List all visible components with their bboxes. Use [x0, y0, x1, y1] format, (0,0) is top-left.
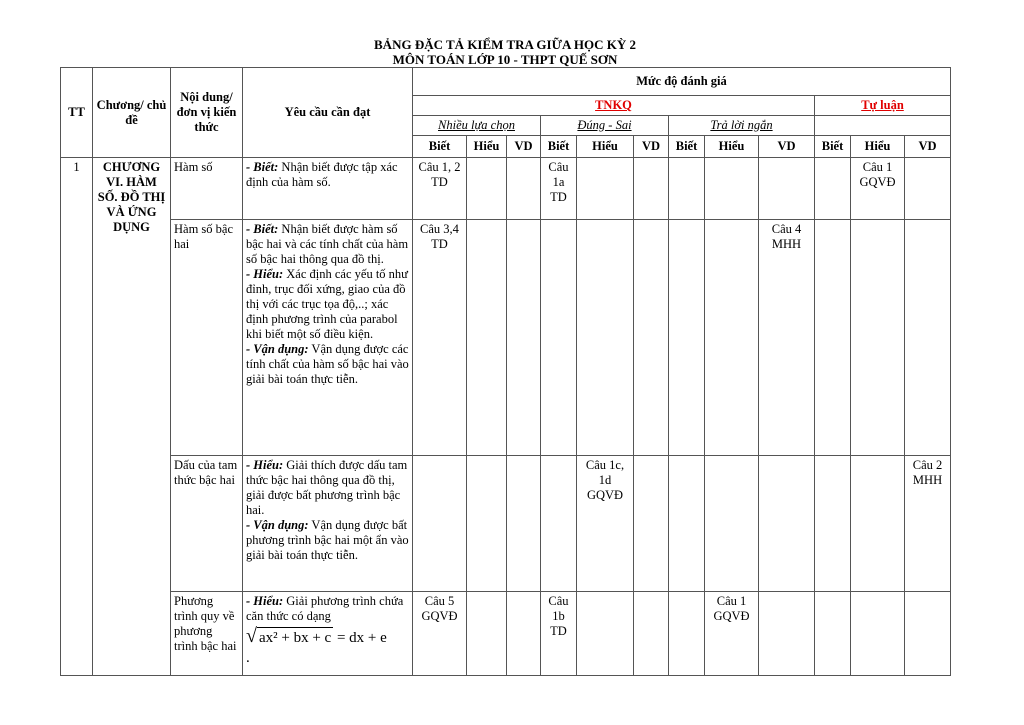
question-cell: Câu 1 GQVĐ [851, 158, 905, 220]
header-true-false [541, 116, 669, 136]
question-cell [577, 220, 634, 456]
formula-rhs: = dx + e [336, 630, 387, 646]
question-cell: Câu 4 MHH [759, 220, 815, 456]
question-cell [905, 592, 951, 676]
header-vd-3: VD [759, 136, 815, 158]
question-cell: Câu 1a TD [541, 158, 577, 220]
question-cell [815, 456, 851, 592]
requirement-item [246, 267, 409, 342]
question-cell [759, 158, 815, 220]
header-short-answer [669, 116, 815, 136]
header-multiple-choice [413, 116, 541, 136]
header-hieu-2: Hiểu [577, 136, 634, 158]
question-cell [634, 220, 669, 456]
question-cell [467, 220, 507, 456]
requirement-level-label: - Vận dụng: [246, 342, 309, 356]
question-cell [577, 592, 634, 676]
question-cell [815, 592, 851, 676]
question-cell [815, 158, 851, 220]
requirement-item [246, 160, 409, 190]
document-title: BẢNG ĐẶC TẢ KIỂM TRA GIỮA HỌC KỲ 2 [374, 37, 636, 52]
header-unit: Nội dung/đơn vị kiến thức [171, 68, 243, 158]
table-row [61, 158, 951, 220]
header-biet-4: Biết [815, 136, 851, 158]
question-cell [413, 456, 467, 592]
question-cell [669, 220, 705, 456]
question-cell: Câu 1 GQVĐ [705, 592, 759, 676]
question-cell [467, 158, 507, 220]
question-cell [669, 158, 705, 220]
sqrt-icon: √ [246, 625, 257, 647]
question-cell [815, 220, 851, 456]
requirement-text: Nhận biết được hàm số bậc hai và các tính chất của hàm số bậc hai thông qua đồ thị. [246, 222, 409, 266]
question-cell [669, 592, 705, 676]
requirement-level-label: - Hiểu: [246, 267, 284, 281]
requirement-cell [243, 592, 413, 676]
question-cell [705, 220, 759, 456]
tnkq-label: TNKQ [595, 98, 632, 112]
table-row [61, 220, 951, 456]
question-cell [467, 456, 507, 592]
requirement-level-label: - Biết: [246, 160, 279, 174]
requirement-text: Vận dụng được các tính chất của hàm số bậc hai vào giải bài toán thực tiễn. [246, 342, 409, 386]
unit-name: Phương trình quy về phương trình bậc hai [171, 592, 243, 676]
requirement-level-label: - Hiểu: [246, 458, 284, 472]
requirement-text: Xác định các yếu tố như đỉnh, trục đối xứng, giao của đồ thị với các trục tọa độ,..; xác định phương trình của parabol khi biết một số điều kiện. [246, 267, 408, 341]
question-cell [634, 158, 669, 220]
requirement-text: Nhận biết được tập xác định của hàm số. [246, 160, 398, 189]
question-cell: Câu 2 MHH [905, 456, 951, 592]
question-cell [759, 592, 815, 676]
question-cell [851, 592, 905, 676]
formula-end: . [246, 650, 250, 666]
header-vd-2: VD [634, 136, 669, 158]
question-cell [634, 592, 669, 676]
unit-name: Hàm số bậc hai [171, 220, 243, 456]
question-cell [851, 220, 905, 456]
chapter-name: CHƯƠNG VI. HÀM SỐ. ĐỒ THỊ VÀ ỨNG DỤNG [93, 158, 171, 676]
question-cell [507, 220, 541, 456]
table-row [61, 456, 951, 592]
document-subtitle: MÔN TOÁN LỚP 10 - THPT QUẾ SƠN [392, 52, 618, 67]
question-cell [541, 456, 577, 592]
chapter-number: 1 [61, 158, 93, 676]
header-essay-blank [815, 116, 951, 136]
requirement-text: Giải thích được dấu tam thức bậc hai thông qua đồ thị, giải được bất phương trình bậc hai. [246, 458, 408, 517]
unit-name: Hàm số [171, 158, 243, 220]
header-biet-2: Biết [541, 136, 577, 158]
question-cell [905, 220, 951, 456]
requirement-item [246, 342, 409, 387]
header-chapter: Chương/ chủ đề [93, 68, 171, 158]
header-requirement: Yêu cầu cần đạt [243, 68, 413, 158]
question-cell [507, 158, 541, 220]
requirement-item [246, 222, 409, 267]
requirement-text: Giải phương trình chứa căn thức có dạng [246, 594, 404, 623]
specification-table [60, 67, 951, 676]
question-cell [905, 158, 951, 220]
requirement-cell [243, 456, 413, 592]
question-cell [705, 158, 759, 220]
header-vd-1: VD [507, 136, 541, 158]
question-cell [507, 592, 541, 676]
table-row [61, 592, 951, 676]
radical-formula [246, 626, 409, 668]
requirement-level-label: - Hiểu: [246, 594, 284, 608]
header-biet-1: Biết [413, 136, 467, 158]
short-label: Trả lời ngắn [710, 118, 773, 132]
header-level: Mức độ đánh giá [413, 68, 951, 96]
question-cell [634, 456, 669, 592]
header-biet-3: Biết [669, 136, 705, 158]
header-hieu-1: Hiểu [467, 136, 507, 158]
requirement-item [246, 594, 409, 624]
requirement-item [246, 518, 409, 563]
requirement-cell [243, 220, 413, 456]
mc-label: Nhiều lựa chọn [438, 118, 515, 132]
question-cell: Câu 1b TD [541, 592, 577, 676]
question-cell: Câu 1c, 1d GQVĐ [577, 456, 634, 592]
question-cell [705, 456, 759, 592]
question-cell [507, 456, 541, 592]
unit-name: Dấu của tam thức bậc hai [171, 456, 243, 592]
question-cell [467, 592, 507, 676]
header-hieu-4: Hiểu [851, 136, 905, 158]
question-cell: Câu 1, 2 TD [413, 158, 467, 220]
formula-radicand: ax² + bx + c [257, 627, 333, 648]
ds-label: Đúng - Sai [577, 118, 632, 132]
header-vd-4: VD [905, 136, 951, 158]
header-tuluan [815, 96, 951, 116]
header-hieu-3: Hiểu [705, 136, 759, 158]
question-cell [759, 456, 815, 592]
requirement-text: Vận dụng được bất phương trình bậc hai một ẩn vào giải bài toán thực tiễn. [246, 518, 409, 562]
header-tt: TT [61, 68, 93, 158]
header-tnkq [413, 96, 815, 116]
question-cell: Câu 5 GQVĐ [413, 592, 467, 676]
requirement-level-label: - Vận dụng: [246, 518, 309, 532]
tuluan-label: Tự luận [861, 98, 904, 112]
question-cell [577, 158, 634, 220]
question-cell [669, 456, 705, 592]
requirement-level-label: - Biết: [246, 222, 279, 236]
requirement-cell [243, 158, 413, 220]
question-cell: Câu 3,4 TD [413, 220, 467, 456]
requirement-item [246, 458, 409, 518]
question-cell [541, 220, 577, 456]
question-cell [851, 456, 905, 592]
